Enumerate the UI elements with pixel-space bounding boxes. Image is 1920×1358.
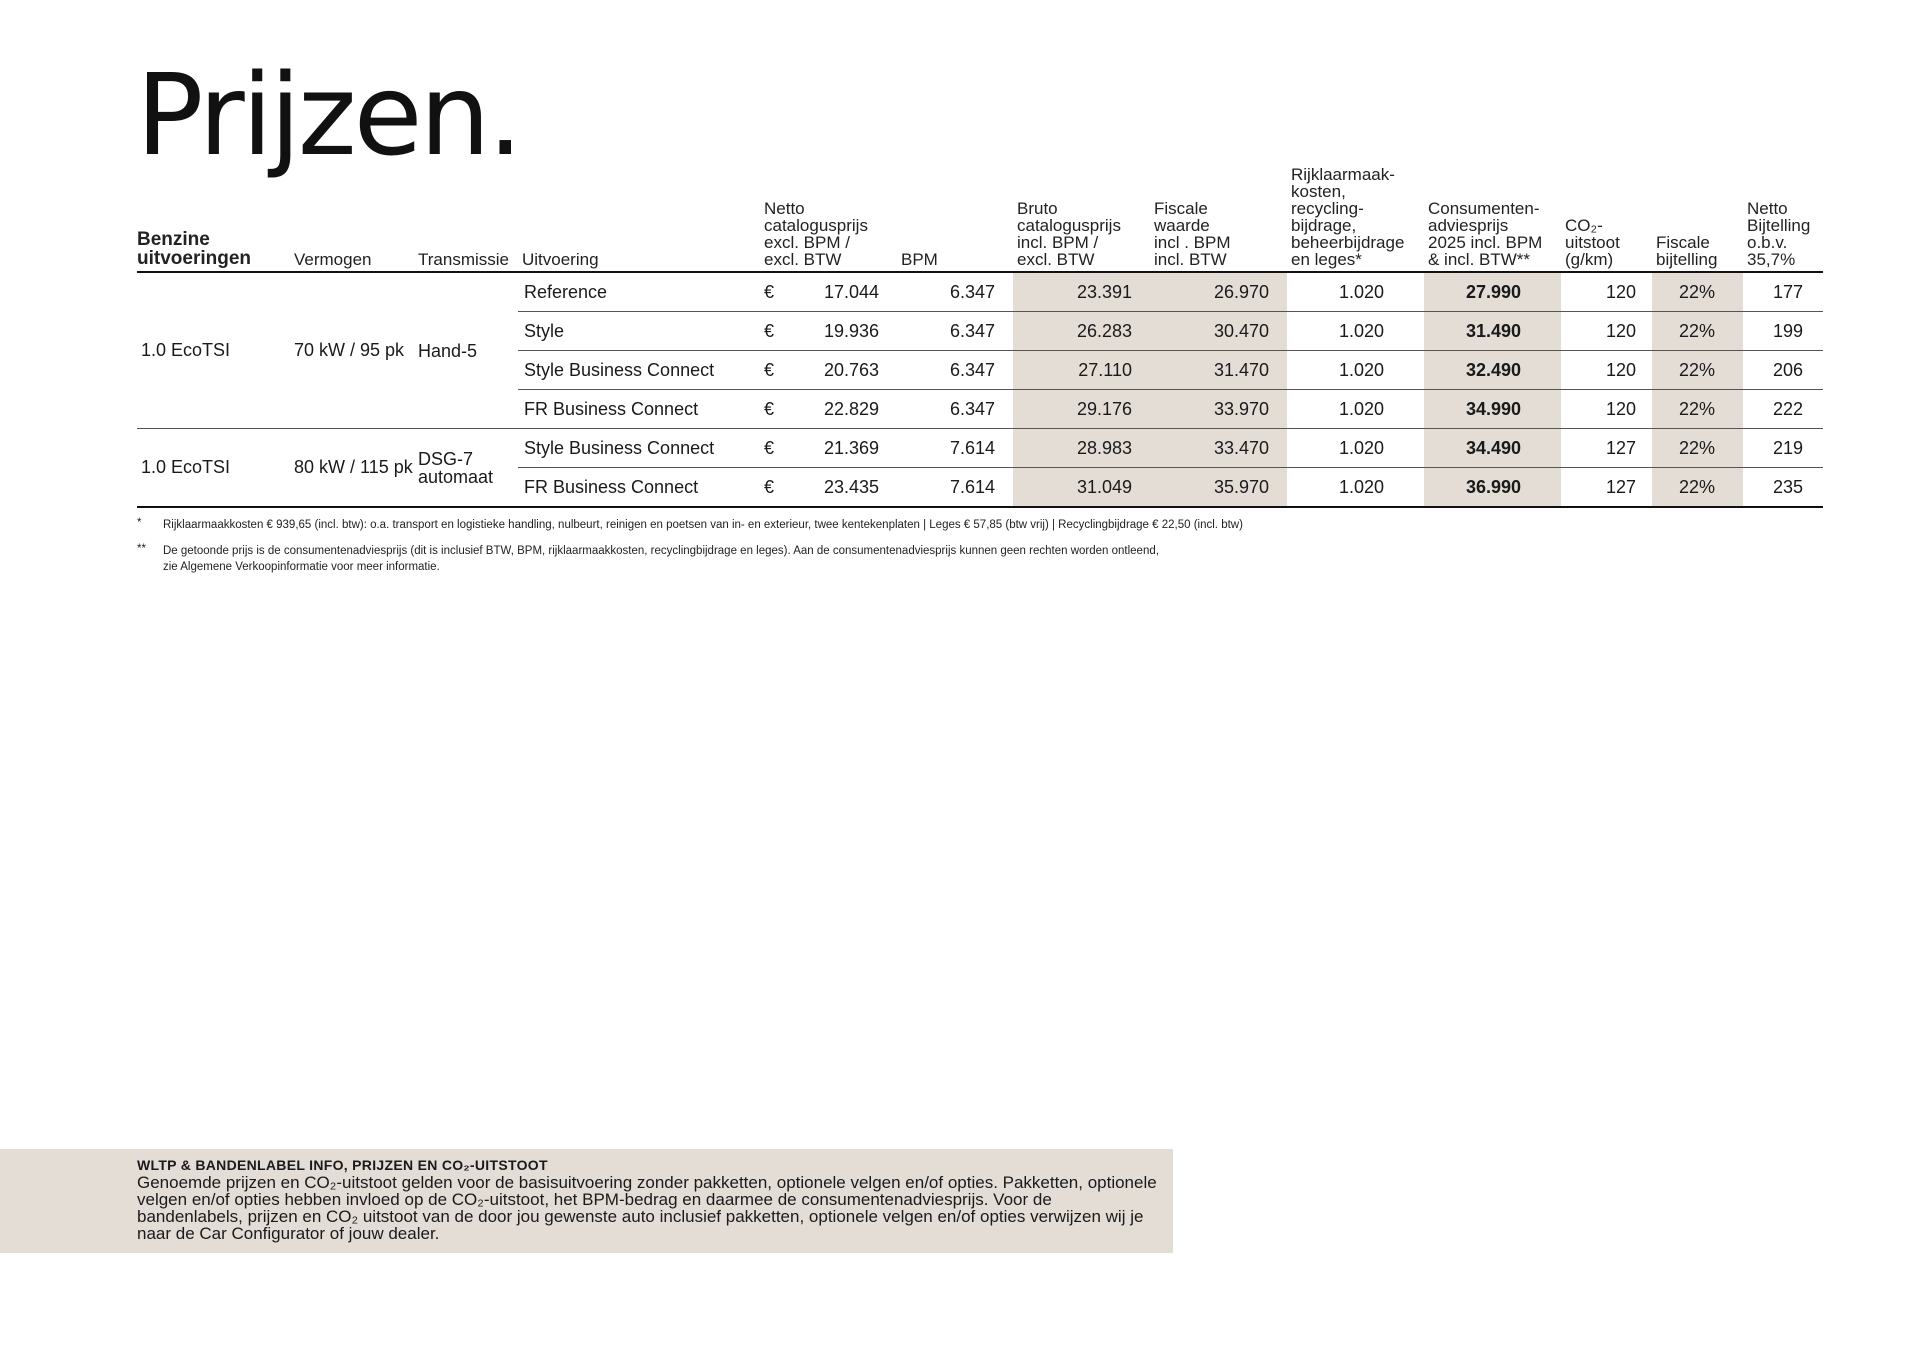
- consumentenprijs-cell: 27.990: [1424, 272, 1561, 312]
- price-table: [137, 166, 1823, 508]
- header-bruto: Bruto catalogusprijs incl. BPM / excl. BTW: [1013, 166, 1150, 272]
- bruto-cell: 23.391: [1013, 272, 1150, 312]
- co2-cell: 120: [1561, 272, 1652, 312]
- netto-value: 22.829: [823, 398, 879, 419]
- consumentenprijs-cell: 31.490: [1424, 312, 1561, 351]
- rijklaar-cell: 1.020: [1287, 272, 1424, 312]
- bijtelling-cell: 22%: [1652, 429, 1743, 468]
- bruto-cell: 26.283: [1013, 312, 1150, 351]
- bijtelling-cell: 22%: [1652, 351, 1743, 390]
- consumentenprijs-cell: 34.990: [1424, 390, 1561, 429]
- bpm-cell: 7.614: [897, 429, 1013, 468]
- fiscale-waarde-cell: 33.470: [1150, 429, 1287, 468]
- netto-value: 19.936: [823, 320, 879, 341]
- footnote: [137, 517, 1243, 533]
- footnote-text: De getoonde prijs is de consumentenadviesprijs (dit is inclusief BTW, BPM, rijklaarmaakkosten, recyclingbijdrage en leges). Aan de consumentenadviesprijs kunnen geen rechten worden ontleend, zie Algemene Verkoopinformatie voor meer informatie.: [163, 545, 1159, 573]
- bpm-cell: 6.347: [897, 390, 1013, 429]
- fiscale-waarde-cell: 33.970: [1150, 390, 1287, 429]
- consumentenprijs-cell: 32.490: [1424, 351, 1561, 390]
- wltp-info-box: [0, 1149, 1173, 1253]
- fiscale-waarde-cell: 31.470: [1150, 351, 1287, 390]
- uitvoering-cell: Style Business Connect: [518, 351, 760, 390]
- page-title: Prijzen.: [136, 51, 521, 181]
- footnote: [137, 543, 1243, 575]
- fiscale-waarde-cell: 26.970: [1150, 272, 1287, 312]
- currency-symbol: €: [764, 359, 775, 380]
- currency-symbol: €: [764, 437, 775, 458]
- rijklaar-cell: 1.020: [1287, 390, 1424, 429]
- netto-value: 20.763: [823, 359, 879, 380]
- wltp-info-content: [137, 1157, 1157, 1242]
- power-cell: 80 kW / 115 pk: [290, 429, 414, 508]
- uitvoering-cell: Style: [518, 312, 760, 351]
- bijtelling-cell: 22%: [1652, 272, 1743, 312]
- co2-cell: 120: [1561, 312, 1652, 351]
- netto-price-cell: [760, 390, 897, 429]
- table-header-row: [137, 166, 1823, 272]
- uitvoering-cell: FR Business Connect: [518, 390, 760, 429]
- bpm-cell: 6.347: [897, 272, 1013, 312]
- footnote-mark: *: [137, 517, 142, 529]
- netto-value: 23.435: [823, 476, 879, 497]
- bpm-cell: 7.614: [897, 468, 1013, 508]
- co2-cell: 120: [1561, 351, 1652, 390]
- header-fiscale-waarde: Fiscale waarde incl . BPM incl. BTW: [1150, 166, 1287, 272]
- header-fiscale-bijtelling: Fiscale bijtelling: [1652, 166, 1743, 272]
- netto-bijtelling-cell: 199: [1743, 312, 1823, 351]
- transmission-cell: Hand-5: [414, 272, 518, 429]
- header-netto: Netto catalogusprijs excl. BPM / excl. BTW: [760, 166, 897, 272]
- netto-price-cell: [760, 272, 897, 312]
- currency-symbol: €: [764, 476, 775, 497]
- table-row: [137, 272, 1823, 312]
- header-benzine: Benzine uitvoeringen: [137, 166, 290, 272]
- consumentenprijs-cell: 36.990: [1424, 468, 1561, 508]
- bpm-cell: 6.347: [897, 351, 1013, 390]
- netto-price-cell: [760, 312, 897, 351]
- currency-symbol: €: [764, 281, 775, 302]
- header-bpm: BPM: [897, 166, 1013, 272]
- netto-bijtelling-cell: 235: [1743, 468, 1823, 508]
- co2-cell: 120: [1561, 390, 1652, 429]
- table-row: [137, 429, 1823, 468]
- uitvoering-cell: Style Business Connect: [518, 429, 760, 468]
- footnote-mark: **: [137, 543, 146, 555]
- footnotes: [137, 517, 1243, 585]
- bpm-cell: 6.347: [897, 312, 1013, 351]
- engine-cell: 1.0 EcoTSI: [137, 272, 290, 429]
- netto-bijtelling-cell: 177: [1743, 272, 1823, 312]
- header-consumentenprijs: Consumenten- adviesprijs 2025 incl. BPM & incl. BTW**: [1424, 166, 1561, 272]
- bruto-cell: 27.110: [1013, 351, 1150, 390]
- netto-bijtelling-cell: 222: [1743, 390, 1823, 429]
- netto-price-cell: [760, 468, 897, 508]
- rijklaar-cell: 1.020: [1287, 429, 1424, 468]
- engine-cell: 1.0 EcoTSI: [137, 429, 290, 508]
- netto-value: 21.369: [823, 437, 879, 458]
- bijtelling-cell: 22%: [1652, 390, 1743, 429]
- consumentenprijs-cell: 34.490: [1424, 429, 1561, 468]
- price-table-container: [137, 166, 1823, 508]
- wltp-heading: WLTP & BANDENLABEL INFO, PRIJZEN EN CO₂-UITSTOOT: [137, 1157, 548, 1173]
- bijtelling-cell: 22%: [1652, 312, 1743, 351]
- power-cell: 70 kW / 95 pk: [290, 272, 414, 429]
- rijklaar-cell: 1.020: [1287, 312, 1424, 351]
- fiscale-waarde-cell: 30.470: [1150, 312, 1287, 351]
- header-co2: CO₂- uitstoot (g/km): [1561, 166, 1652, 272]
- rijklaar-cell: 1.020: [1287, 468, 1424, 508]
- header-transmissie: Transmissie: [414, 166, 518, 272]
- wltp-body: Genoemde prijzen en CO₂-uitstoot gelden voor de basisuitvoering zonder pakketten, optionele velgen en/of opties. Pakketten, optionele velgen en/of opties hebben invloed op de CO₂-uitstoot, het BPM-bedrag en daarmee de consumentenadviesprijs. Voor de bandenlabels, prijzen en CO₂ uitstoot van de door jou gewenste auto inclusief pakketten, optionele velgen en/of opties verwijzen wij je naar de Car Configurator of jouw dealer.: [137, 1173, 1157, 1243]
- transmission-cell: DSG-7 automaat: [414, 429, 518, 508]
- netto-price-cell: [760, 351, 897, 390]
- netto-bijtelling-cell: 219: [1743, 429, 1823, 468]
- rijklaar-cell: 1.020: [1287, 351, 1424, 390]
- netto-value: 17.044: [823, 281, 879, 302]
- bruto-cell: 28.983: [1013, 429, 1150, 468]
- bruto-cell: 29.176: [1013, 390, 1150, 429]
- fiscale-waarde-cell: 35.970: [1150, 468, 1287, 508]
- currency-symbol: €: [764, 398, 775, 419]
- bijtelling-cell: 22%: [1652, 468, 1743, 508]
- uitvoering-cell: Reference: [518, 272, 760, 312]
- netto-bijtelling-cell: 206: [1743, 351, 1823, 390]
- header-netto-bijtelling: Netto Bijtelling o.b.v. 35,7%: [1743, 166, 1823, 272]
- co2-cell: 127: [1561, 429, 1652, 468]
- header-rijklaar: Rijklaarmaak- kosten, recycling- bijdrage, beheerbijdrage en leges*: [1287, 166, 1424, 272]
- co2-cell: 127: [1561, 468, 1652, 508]
- netto-price-cell: [760, 429, 897, 468]
- currency-symbol: €: [764, 320, 775, 341]
- header-uitvoering: Uitvoering: [518, 166, 760, 272]
- header-vermogen: Vermogen: [290, 166, 414, 272]
- footnote-text: Rijklaarmaakkosten € 939,65 (incl. btw): o.a. transport en logistieke handling, nulbeurt, reinigen en poetsen van in- en exterieur, twee kentekenplaten | Leges € 57,85 (btw vrij) | Recyclingbijdrage € 22,50 (incl. btw): [163, 519, 1243, 531]
- uitvoering-cell: FR Business Connect: [518, 468, 760, 508]
- bruto-cell: 31.049: [1013, 468, 1150, 508]
